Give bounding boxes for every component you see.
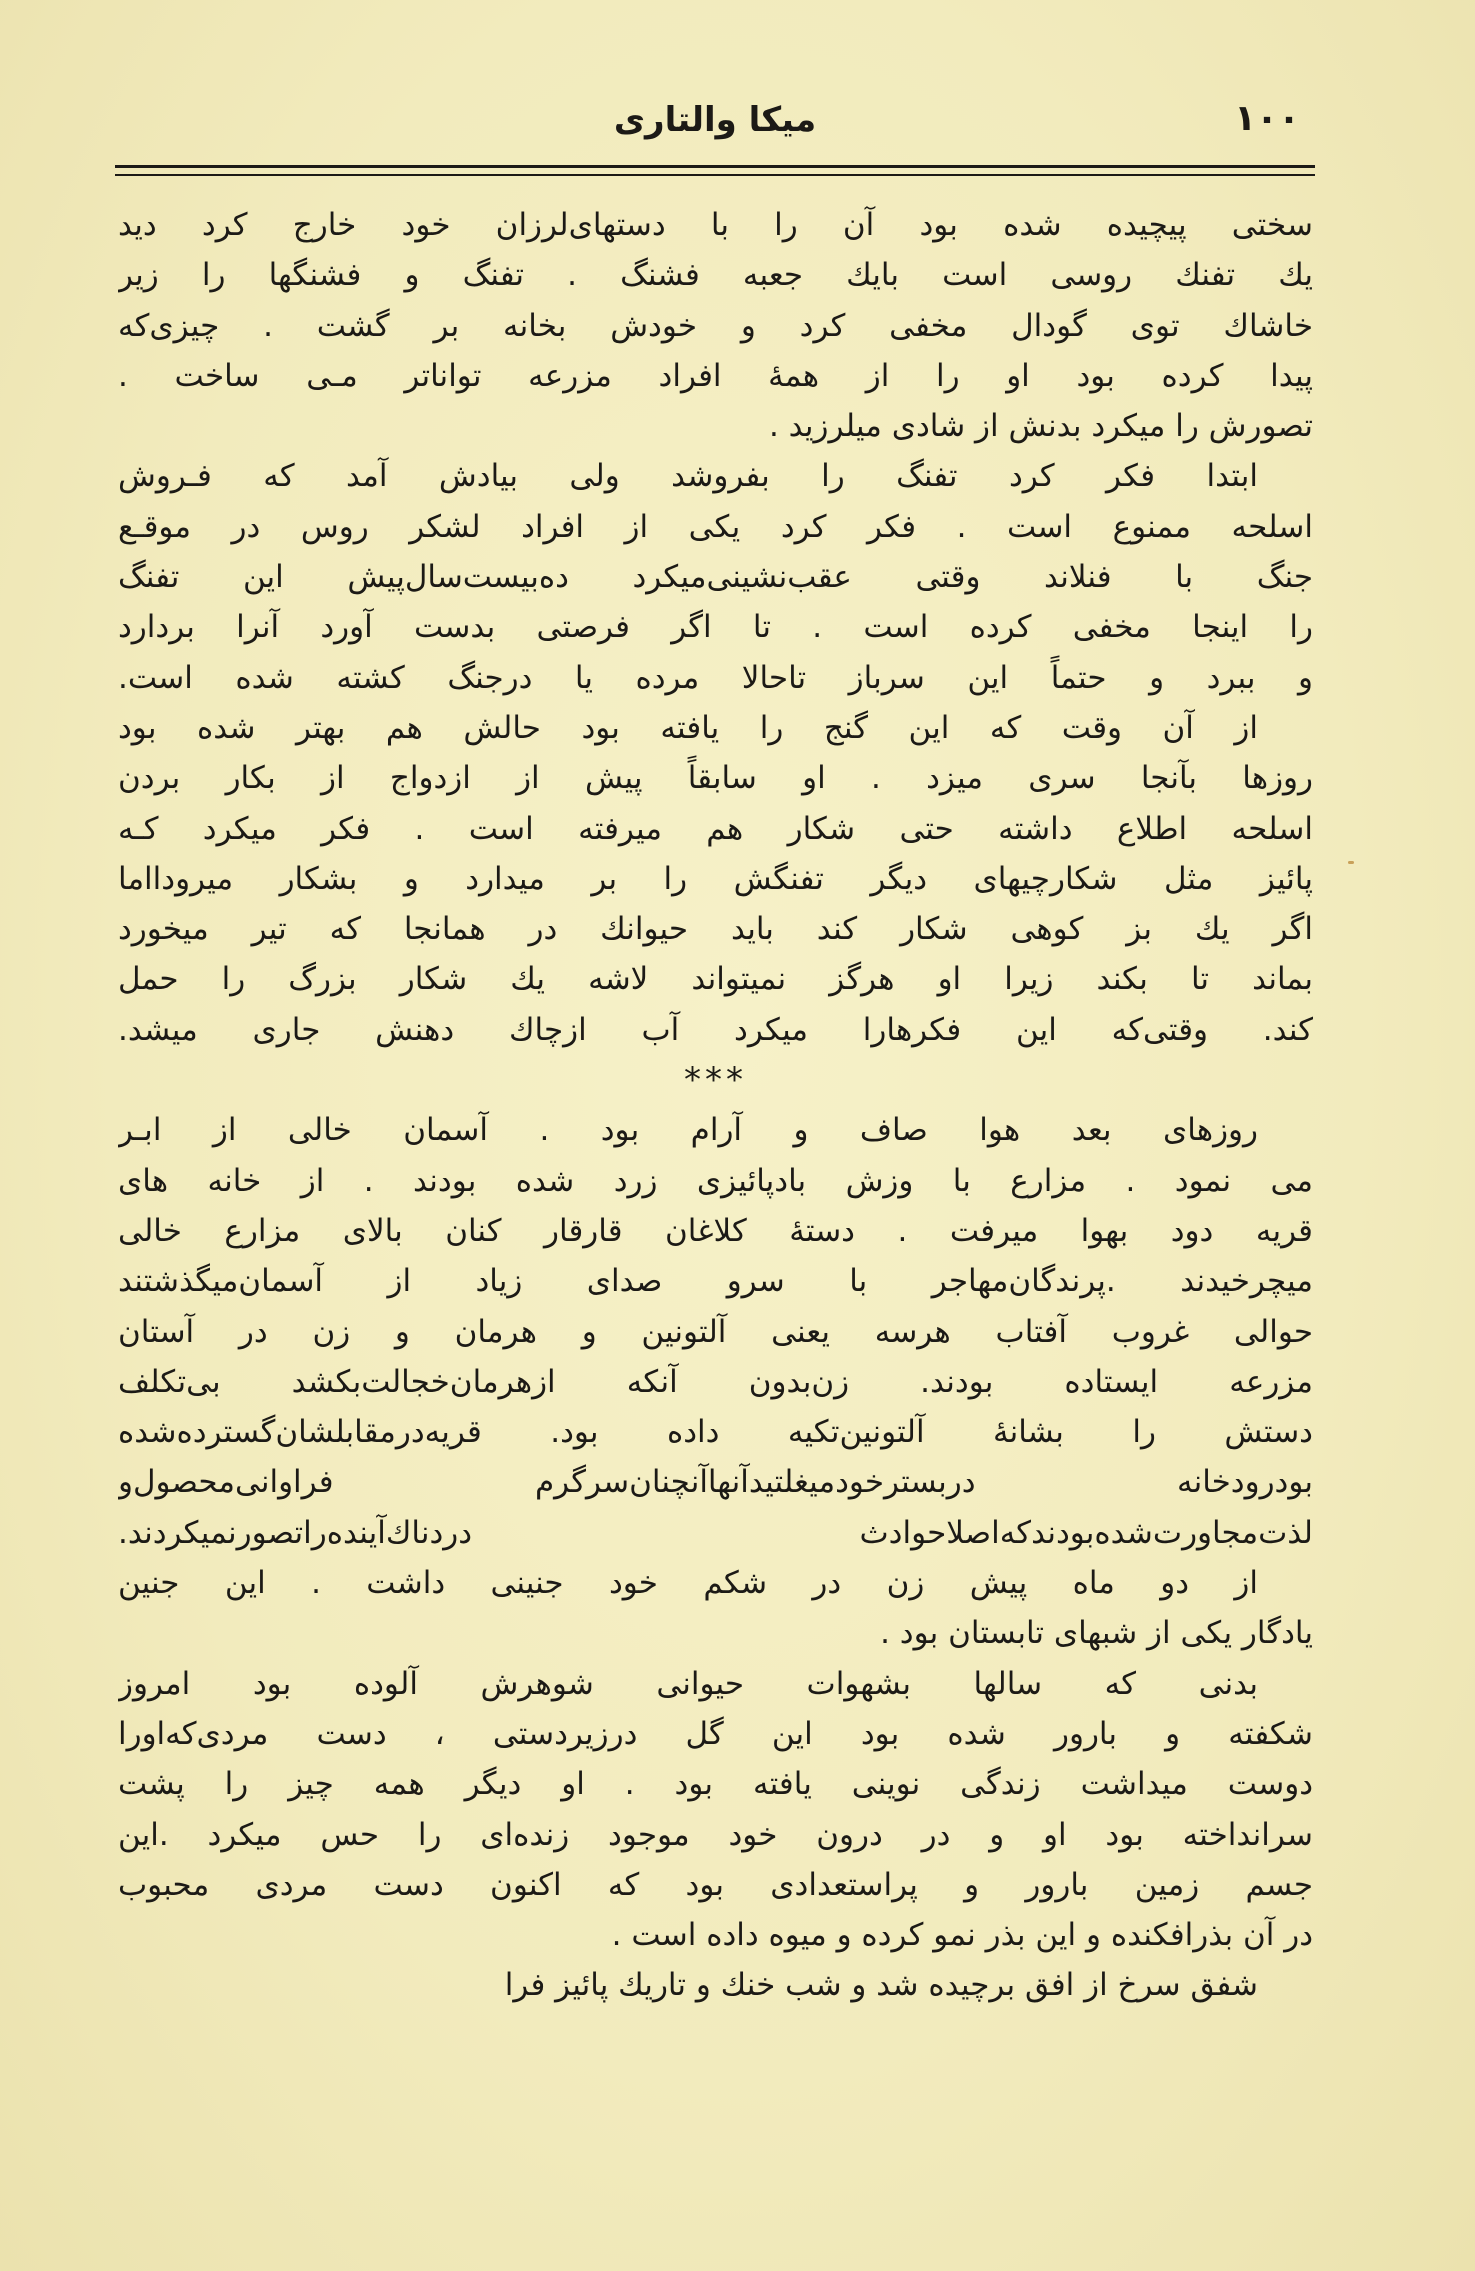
text-line: جنگ با فنلاند وقتی عقب‌نشینی‌میکرد ده‌بیست‌سال‌پیش این تفنگ xyxy=(118,559,1313,596)
text-line: سختی پیچیده شده بود آن را با دستهای‌لرزان خود خارج کرد دید xyxy=(118,207,1313,243)
text-line: شکفته و بارور شده بود این گل درزیردستی ، دست مردی‌که‌اورا xyxy=(118,1715,1313,1752)
text-line: جسم زمین بارور و پراستعدادی بود که اکنون دست مردی محبوب xyxy=(118,1866,1313,1903)
text-line: تصورش را میکرد بدنش از شادی میلرزید . xyxy=(768,408,1313,445)
text-line: حوالی غروب آفتاب هرسه یعنی آلتونین و هرمان و زن در آستان xyxy=(118,1313,1313,1350)
text-line: بماند تا بکند زیرا او هرگز نمیتواند لاشه یك شکار بزرگ را حمل xyxy=(118,961,1313,998)
text-line: روزها بآنجا سری میزد . او سابقاً پیش از ازدواج از بکار بردن xyxy=(118,760,1313,797)
text-line: دوست میداشت زندگی نوینی یافته بود . او دیگر همه چیز را پشت xyxy=(118,1766,1313,1803)
header-rule-thin xyxy=(115,174,1315,176)
text-line: مزرعه ایستاده بودند. زن‌بدون آنکه ازهرمان‌خجالت‌بکشد بی‌تکلف xyxy=(118,1363,1313,1400)
text-line: و ببرد و حتماً این سرباز تاحالا مرده یا درجنگ کشته شده است. xyxy=(118,659,1313,696)
text-line: میچرخیدند .پرندگان‌مهاجر با سرو صدای زیاد از آسمان‌میگذشتند xyxy=(118,1263,1313,1300)
body-text xyxy=(118,200,1313,2011)
text-line: یادگار یکی از شبهای تابستان بود . xyxy=(880,1615,1313,1652)
text-line: بدنی که سالها بشهوات حیوانی شوهرش آلوده بود امروز xyxy=(118,1665,1258,1702)
text-line: قریه دود بهوا میرفت . دستهٔ کلاغان قارقار کنان بالای مزارع خالی xyxy=(118,1212,1313,1249)
section-separator: *** xyxy=(684,1060,747,1101)
text-line: پیدا کرده بود او را از همهٔ افراد مزرعه تواناتر مـی ساخت . xyxy=(118,357,1313,394)
text-line: روزهای بعد هوا صاف و آرام بود . آسمان خالی از ابـر xyxy=(118,1112,1258,1149)
text-line: از دو ماه پیش زن در شکم خود جنینی داشت . این جنین xyxy=(118,1565,1258,1602)
page-number: ۱۰۰ xyxy=(1234,98,1300,139)
text-line: در آن بذرافکنده و این بذر نمو کرده و میوه داده است . xyxy=(611,1917,1313,1954)
text-line: اگر یك بز کوهی شکار کند باید حیوانك در همانجا که تیر میخورد xyxy=(118,911,1313,948)
text-line: می نمود . مزارع با وزش بادپائیزی زرد شده بودند . از خانه های xyxy=(118,1162,1313,1199)
text-line: پائیز مثل شکارچیهای دیگر تفنگش را بر میدارد و بشکار میرودااما xyxy=(118,860,1313,897)
text-line: ابتدا فکر کرد تفنگ را بفروشد ولی بیادش آمد که فـروش xyxy=(118,458,1258,495)
text-line: سرانداخته بود او و در درون خود موجود زنده‌ای را حس میکرد .این xyxy=(118,1816,1313,1853)
text-line: یك تفنك روسی است بایك جعبه فشنگ . تفنگ و فشنگها را زیر xyxy=(118,257,1313,294)
running-title: میکا والتاری xyxy=(613,100,817,140)
page-header xyxy=(115,98,1315,158)
text-line: خاشاك توی گودال مخفی کرد و خودش بخانه بر گشت . چیزی‌که xyxy=(118,307,1313,344)
text-line: از آن وقت که این گنج را یافته بود حالش هم بهتر شده بود xyxy=(118,709,1258,746)
header-rule-thick xyxy=(115,165,1315,168)
text-line: دستش را بشانهٔ آلتونین‌تکیه داده بود. قریه‌درمقابلشان‌گسترده‌شده xyxy=(118,1414,1313,1451)
text-line: اسلحه ممنوع است . فکر کرد یکی از افراد لشکر روس در موقـع xyxy=(118,508,1313,545)
text-line: را اینجا مخفی کرده است . تا اگر فرصتی بدست آورد آنرا بردارد xyxy=(118,609,1313,646)
text-line: بودرودخانه دربسترخودمیغلتید‌آنهاآنچنان‌سرگرم فراوانی‌محصول‌و xyxy=(118,1464,1313,1501)
margin-ink-mark xyxy=(1348,861,1354,864)
text-line: شفق سرخ از افق برچیده شد و شب خنك و تاریك پائیز فرا xyxy=(504,1967,1258,2004)
text-line: اسلحه اطلاع داشته حتی شکار هم میرفته است . فکر میکرد کـه xyxy=(118,810,1313,847)
text-line: کند. وقتی‌که این فکرهارا میکرد آب ازچاك دهنش جاری میشد. xyxy=(118,1011,1313,1048)
text-line: لذت‌مجاورت‌شده‌بودندکه‌اصلاحوادث دردناك‌آینده‌را‌تصورنمیکردند. xyxy=(118,1514,1313,1551)
